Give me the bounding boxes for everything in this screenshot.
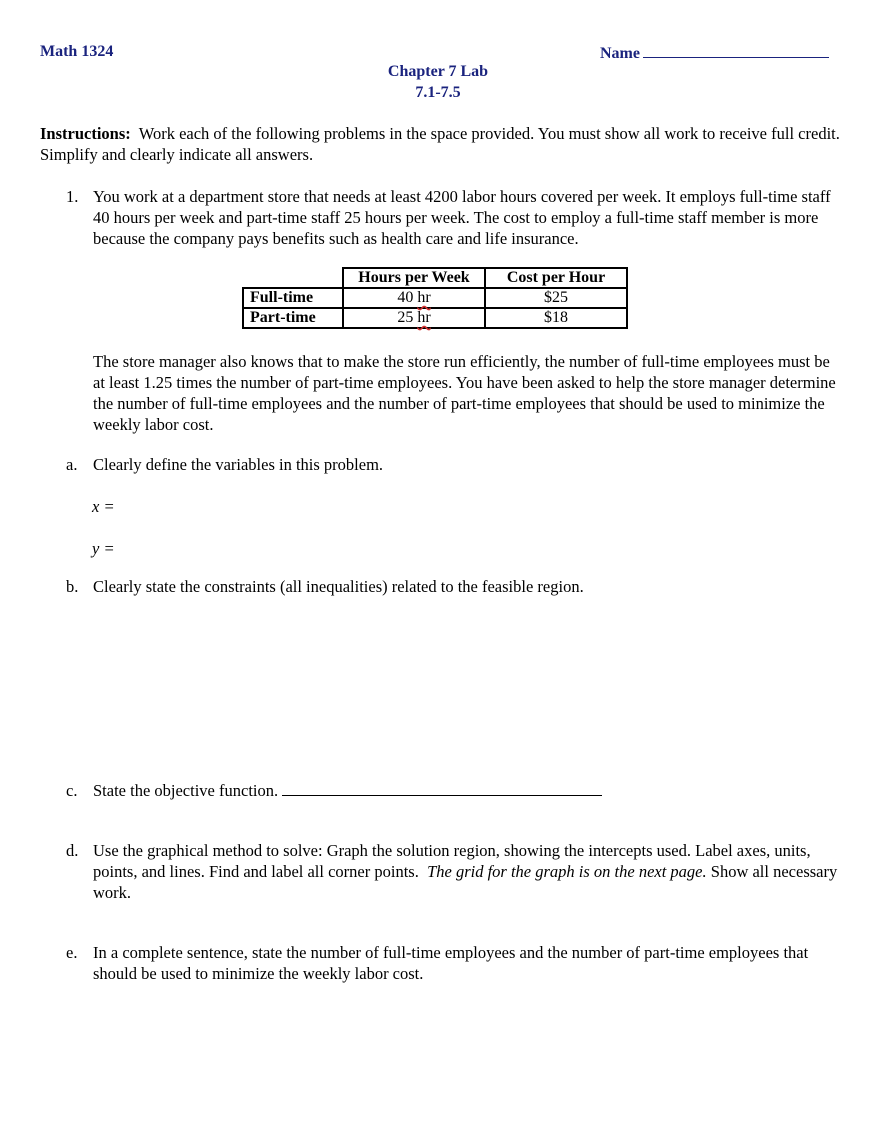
instructions-label: Instructions: (40, 124, 131, 143)
fulltime-hours-value: 40 (397, 289, 414, 306)
table-corner (243, 268, 343, 288)
parttime-cost: $18 (485, 308, 627, 328)
table-row (243, 288, 627, 308)
part-b-letter: b. (66, 577, 79, 596)
part-b-text: Clearly state the constraints (all inequalities) related to the feasible region. (93, 577, 584, 596)
table-row (243, 308, 627, 328)
part-d-note: The grid for the graph is on the next page. (427, 862, 707, 881)
row-label-parttime: Part-time (243, 308, 343, 328)
fulltime-hours-unit: hr (417, 289, 431, 306)
name-field (600, 43, 829, 63)
part-a-letter: a. (66, 455, 78, 474)
lab-sections: 7.1-7.5 (415, 84, 461, 101)
problem-number: 1. (66, 187, 79, 206)
parttime-hours (343, 308, 485, 328)
parttime-hours-unit: hr (417, 309, 431, 326)
table-header-row (243, 268, 627, 288)
problem-intro: You work at a department store that needs at least 4200 labor hours covered per week. It employs full-time staff 40 hours per week and part-time staff 25 hours per week. The cost to employ a full-time staff member is more because the company pays benefits such as health care and life insurance. (93, 187, 831, 248)
hours-cost-table (242, 267, 628, 329)
name-label: Name (600, 45, 640, 62)
col-header-cost: Cost per Hour (485, 268, 627, 288)
part-a-text: Clearly define the variables in this problem. (93, 455, 384, 474)
parttime-hours-value: 25 (397, 309, 414, 326)
instructions-text: Work each of the following problems in the space provided. You must show all work to receive full credit. Simplify and clearly indicate all answers. (40, 124, 840, 164)
part-d (93, 840, 838, 903)
x-variable-label: x = (92, 497, 115, 516)
part-d-tail: Show all necessary work. (93, 862, 838, 902)
problem-context: The store manager also knows that to make the store run efficiently, the number of full-time employees must be at least 1.25 times the number of part-time employees. You have been asked to help the store manager determine the number of full-time employees and the number of part-time employees that should be used to minimize the weekly labor cost. (93, 352, 836, 434)
part-d-text: Use the graphical method to solve: Graph the solution region, showing the intercepts used. Label axes, units, points, and lines. Find and label all corner points. (93, 841, 811, 881)
part-d-letter: d. (66, 841, 79, 860)
name-blank[interactable] (643, 43, 829, 58)
part-c (93, 780, 838, 801)
row-label-fulltime: Full-time (243, 288, 343, 308)
course-title: Math 1324 (40, 43, 114, 60)
fulltime-cost: $25 (485, 288, 627, 308)
part-c-text: State the objective function. (93, 781, 279, 800)
fulltime-hours (343, 288, 485, 308)
part-c-letter: c. (66, 781, 78, 800)
objective-function-blank[interactable] (282, 781, 602, 796)
y-variable-label: y = (92, 539, 115, 558)
instructions (40, 123, 840, 165)
col-header-hours: Hours per Week (343, 268, 485, 288)
part-e-letter: e. (66, 943, 78, 962)
part-e-text: In a complete sentence, state the number of full-time employees and the number of part-time employees that should be used to minimize the weekly labor cost. (93, 943, 809, 983)
lab-title: Chapter 7 Lab (387, 63, 489, 80)
